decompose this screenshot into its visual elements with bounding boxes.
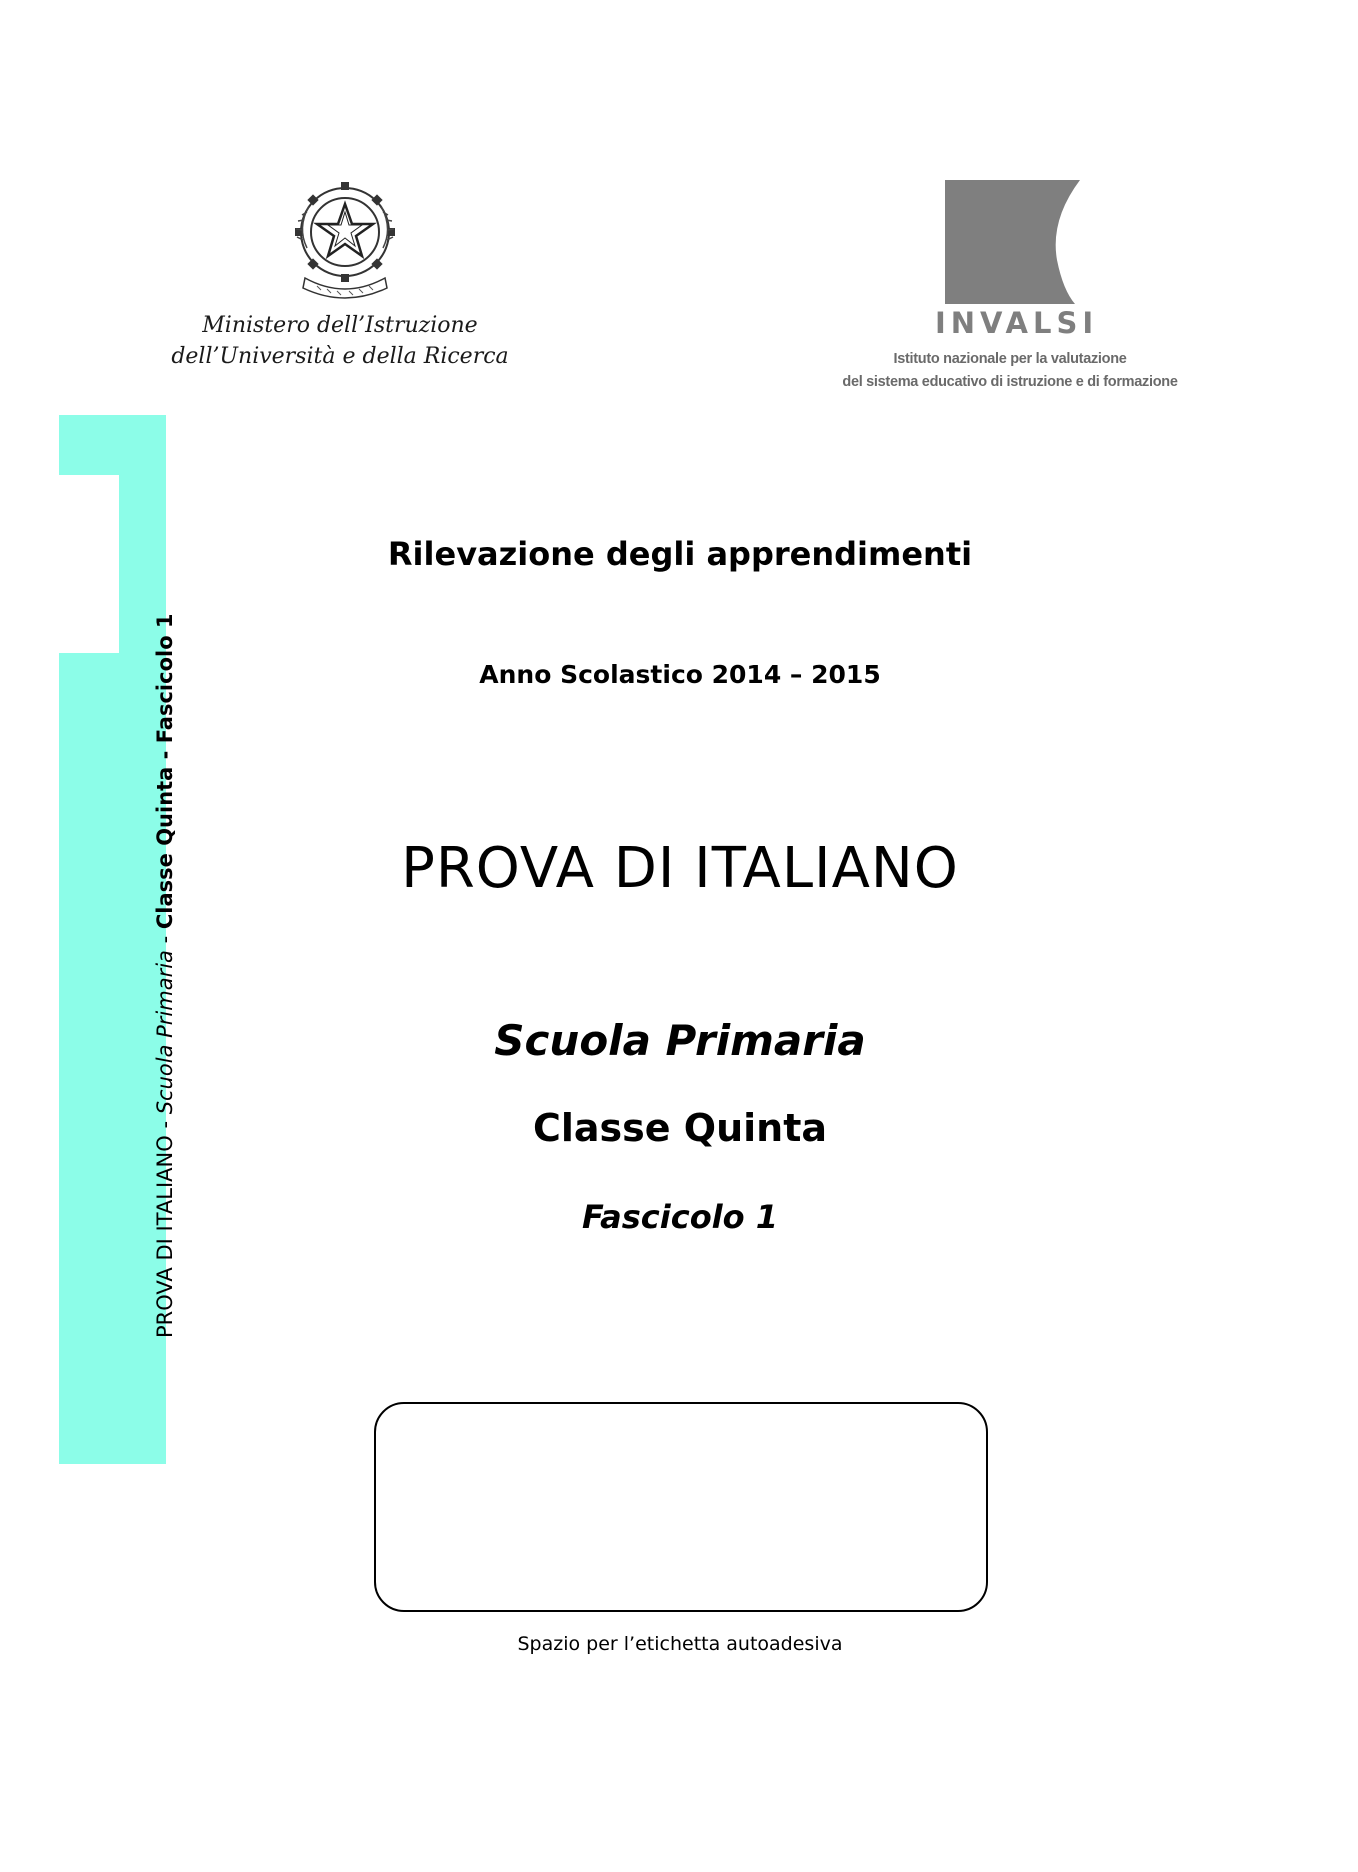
invalsi-subtitle-line2: del sistema educativo di istruzione e di formazione (842, 374, 1178, 390)
side-band-subject: PROVA DI ITALIANO - (153, 1114, 177, 1338)
italian-republic-emblem-icon (287, 178, 403, 302)
side-band (59, 415, 166, 1464)
survey-title: Rilevazione degli apprendimenti (387, 535, 973, 573)
invalsi-flag-icon (945, 180, 1080, 310)
school-level: Scuola Primaria (494, 1016, 866, 1065)
ministry-name-line2: dell’Università e della Ricerca (171, 344, 509, 369)
side-band-label (152, 613, 178, 1338)
invalsi-subtitle (820, 348, 1200, 394)
ministry-name-line1: Ministero dell’Istruzione (202, 313, 478, 338)
ministry-name (150, 310, 530, 372)
invalsi-logo-text: INVALSI (935, 306, 1099, 340)
side-band-separator: - (153, 929, 177, 951)
booklet-number: Fascicolo 1 (581, 1198, 779, 1236)
invalsi-subtitle-line1: Istituto nazionale per la valutazione (893, 351, 1127, 367)
sticker-label-caption: Spazio per l’etichetta autoadesiva (517, 1633, 843, 1655)
school-year: Anno Scolastico 2014 – 2015 (479, 660, 881, 689)
side-band-class-booklet: Classe Quinta - Fascicolo 1 (153, 613, 177, 930)
sticker-label-box (374, 1402, 988, 1612)
side-band-school: Scuola Primaria (153, 950, 177, 1115)
test-title: PROVA DI ITALIANO (401, 836, 959, 901)
class-level: Classe Quinta (532, 1106, 828, 1150)
